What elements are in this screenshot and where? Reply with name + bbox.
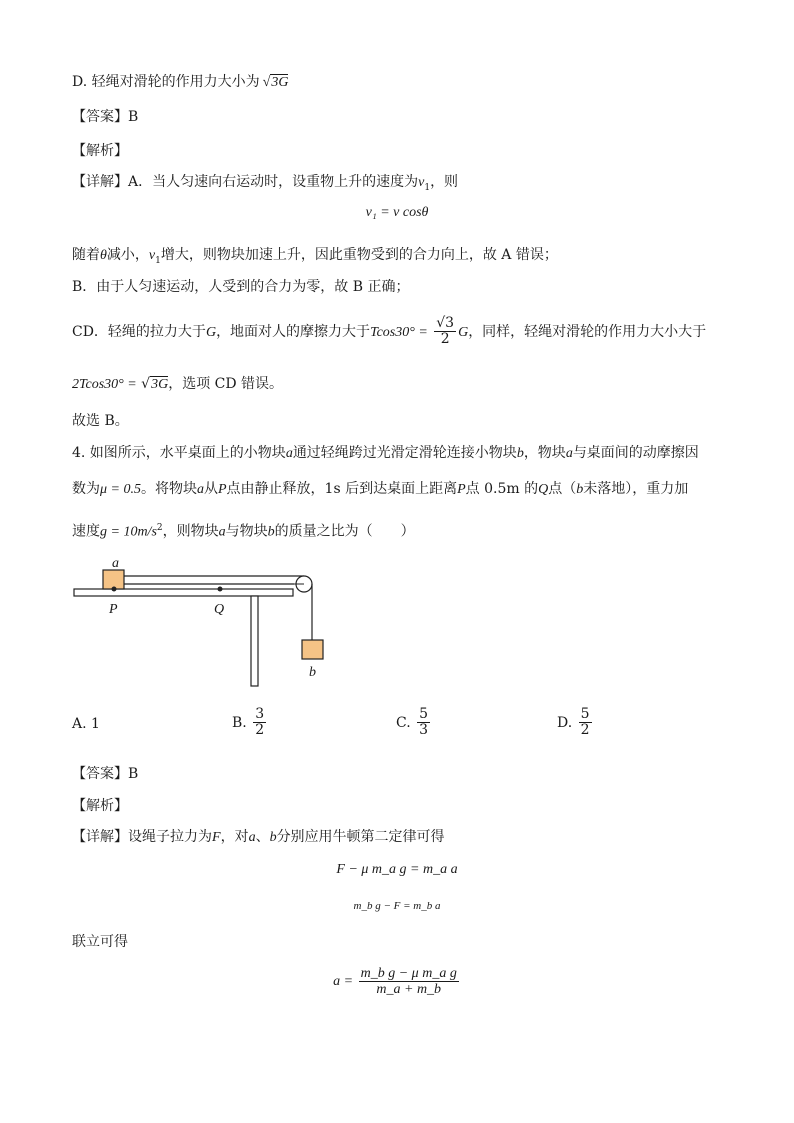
line-a: 随着θ减小，$v_1$增大，则物块加速上升，因此重物受到的合力向上，故 A 错误；: [72, 247, 558, 266]
equation-b: m_b g − F = m_b a: [353, 900, 441, 912]
option-b[interactable]: B. $\frac{3}{2}$: [232, 706, 265, 739]
option-a[interactable]: A. 1: [72, 716, 100, 732]
table-leg: [251, 596, 258, 686]
block-a: [103, 570, 124, 589]
point-p: [112, 587, 117, 592]
option-d-line: D. 轻绳对滑轮的作用力大小为 √3G: [72, 74, 289, 90]
choose-line: 故选 B。: [72, 413, 129, 429]
analysis-tag: 【解析】: [72, 143, 128, 159]
line-cd-2: 2Tcos30° = √3G，选项 CD 错误。: [72, 376, 284, 392]
line-b: B．由于人匀速运动，人受到的合力为零，故 B 正确；: [72, 279, 410, 295]
label-a: a: [112, 556, 119, 571]
q4-answer-tag: 【答案】B: [72, 766, 139, 782]
label-p: P: [109, 602, 118, 617]
table-top: [74, 589, 293, 596]
answer-tag: 【答案】B: [72, 109, 139, 125]
pulley-diagram: [0, 555, 794, 695]
detail-line: 【详解】A．当人匀速向右运动时，设重物上升的速度为$v_1$，则: [72, 174, 459, 193]
q4-line3: 速度$g = 10m/s^2$，则物块a与物块b的质量之比为（ ）: [72, 523, 415, 540]
q4-line2: 数为μ = 0.5。将物块a从P点由静止释放，1s 后到达桌面上距离P点 0.5m 的Q点（b未落地），重力加: [72, 481, 689, 497]
option-d[interactable]: D. $\frac{5}{2}$: [557, 706, 590, 739]
label-b: b: [309, 665, 316, 680]
q4-analysis-tag: 【解析】: [72, 798, 128, 814]
fraction-sqrt3-over-2: $\frac{√3}{2}$: [436, 315, 455, 348]
block-b: [302, 640, 323, 659]
label-q: Q: [214, 602, 225, 617]
q4-line1: 4. 如图所示，水平桌面上的小物块a通过轻绳跨过光滑定滑轮连接小物块b，物块a与桌面间的动摩擦因: [72, 445, 699, 461]
q4-detail-line: 【详解】设绳子拉力为F，对a、b分别应用牛顿第二定律可得: [72, 829, 445, 845]
option-c[interactable]: C. $\frac{5}{3}$: [396, 706, 429, 739]
combine-line: 联立可得: [72, 934, 128, 950]
equation-final: a = $\frac{\text{m\_b g − μ m\_a g}}{m\_a + m\_b}$: [333, 966, 457, 998]
equation-a: F − μ m_a g = m_a a: [336, 862, 458, 877]
point-q: [218, 587, 223, 592]
equation-v1: v₁ = v cosθ: [365, 205, 429, 220]
line-cd: CD．轻绳的拉力大于G，地面对人的摩擦力大于Tcos30° = $\frac{√3}{2}$ G，同样，轻绳对滑轮的作用力大小大于: [72, 315, 707, 348]
